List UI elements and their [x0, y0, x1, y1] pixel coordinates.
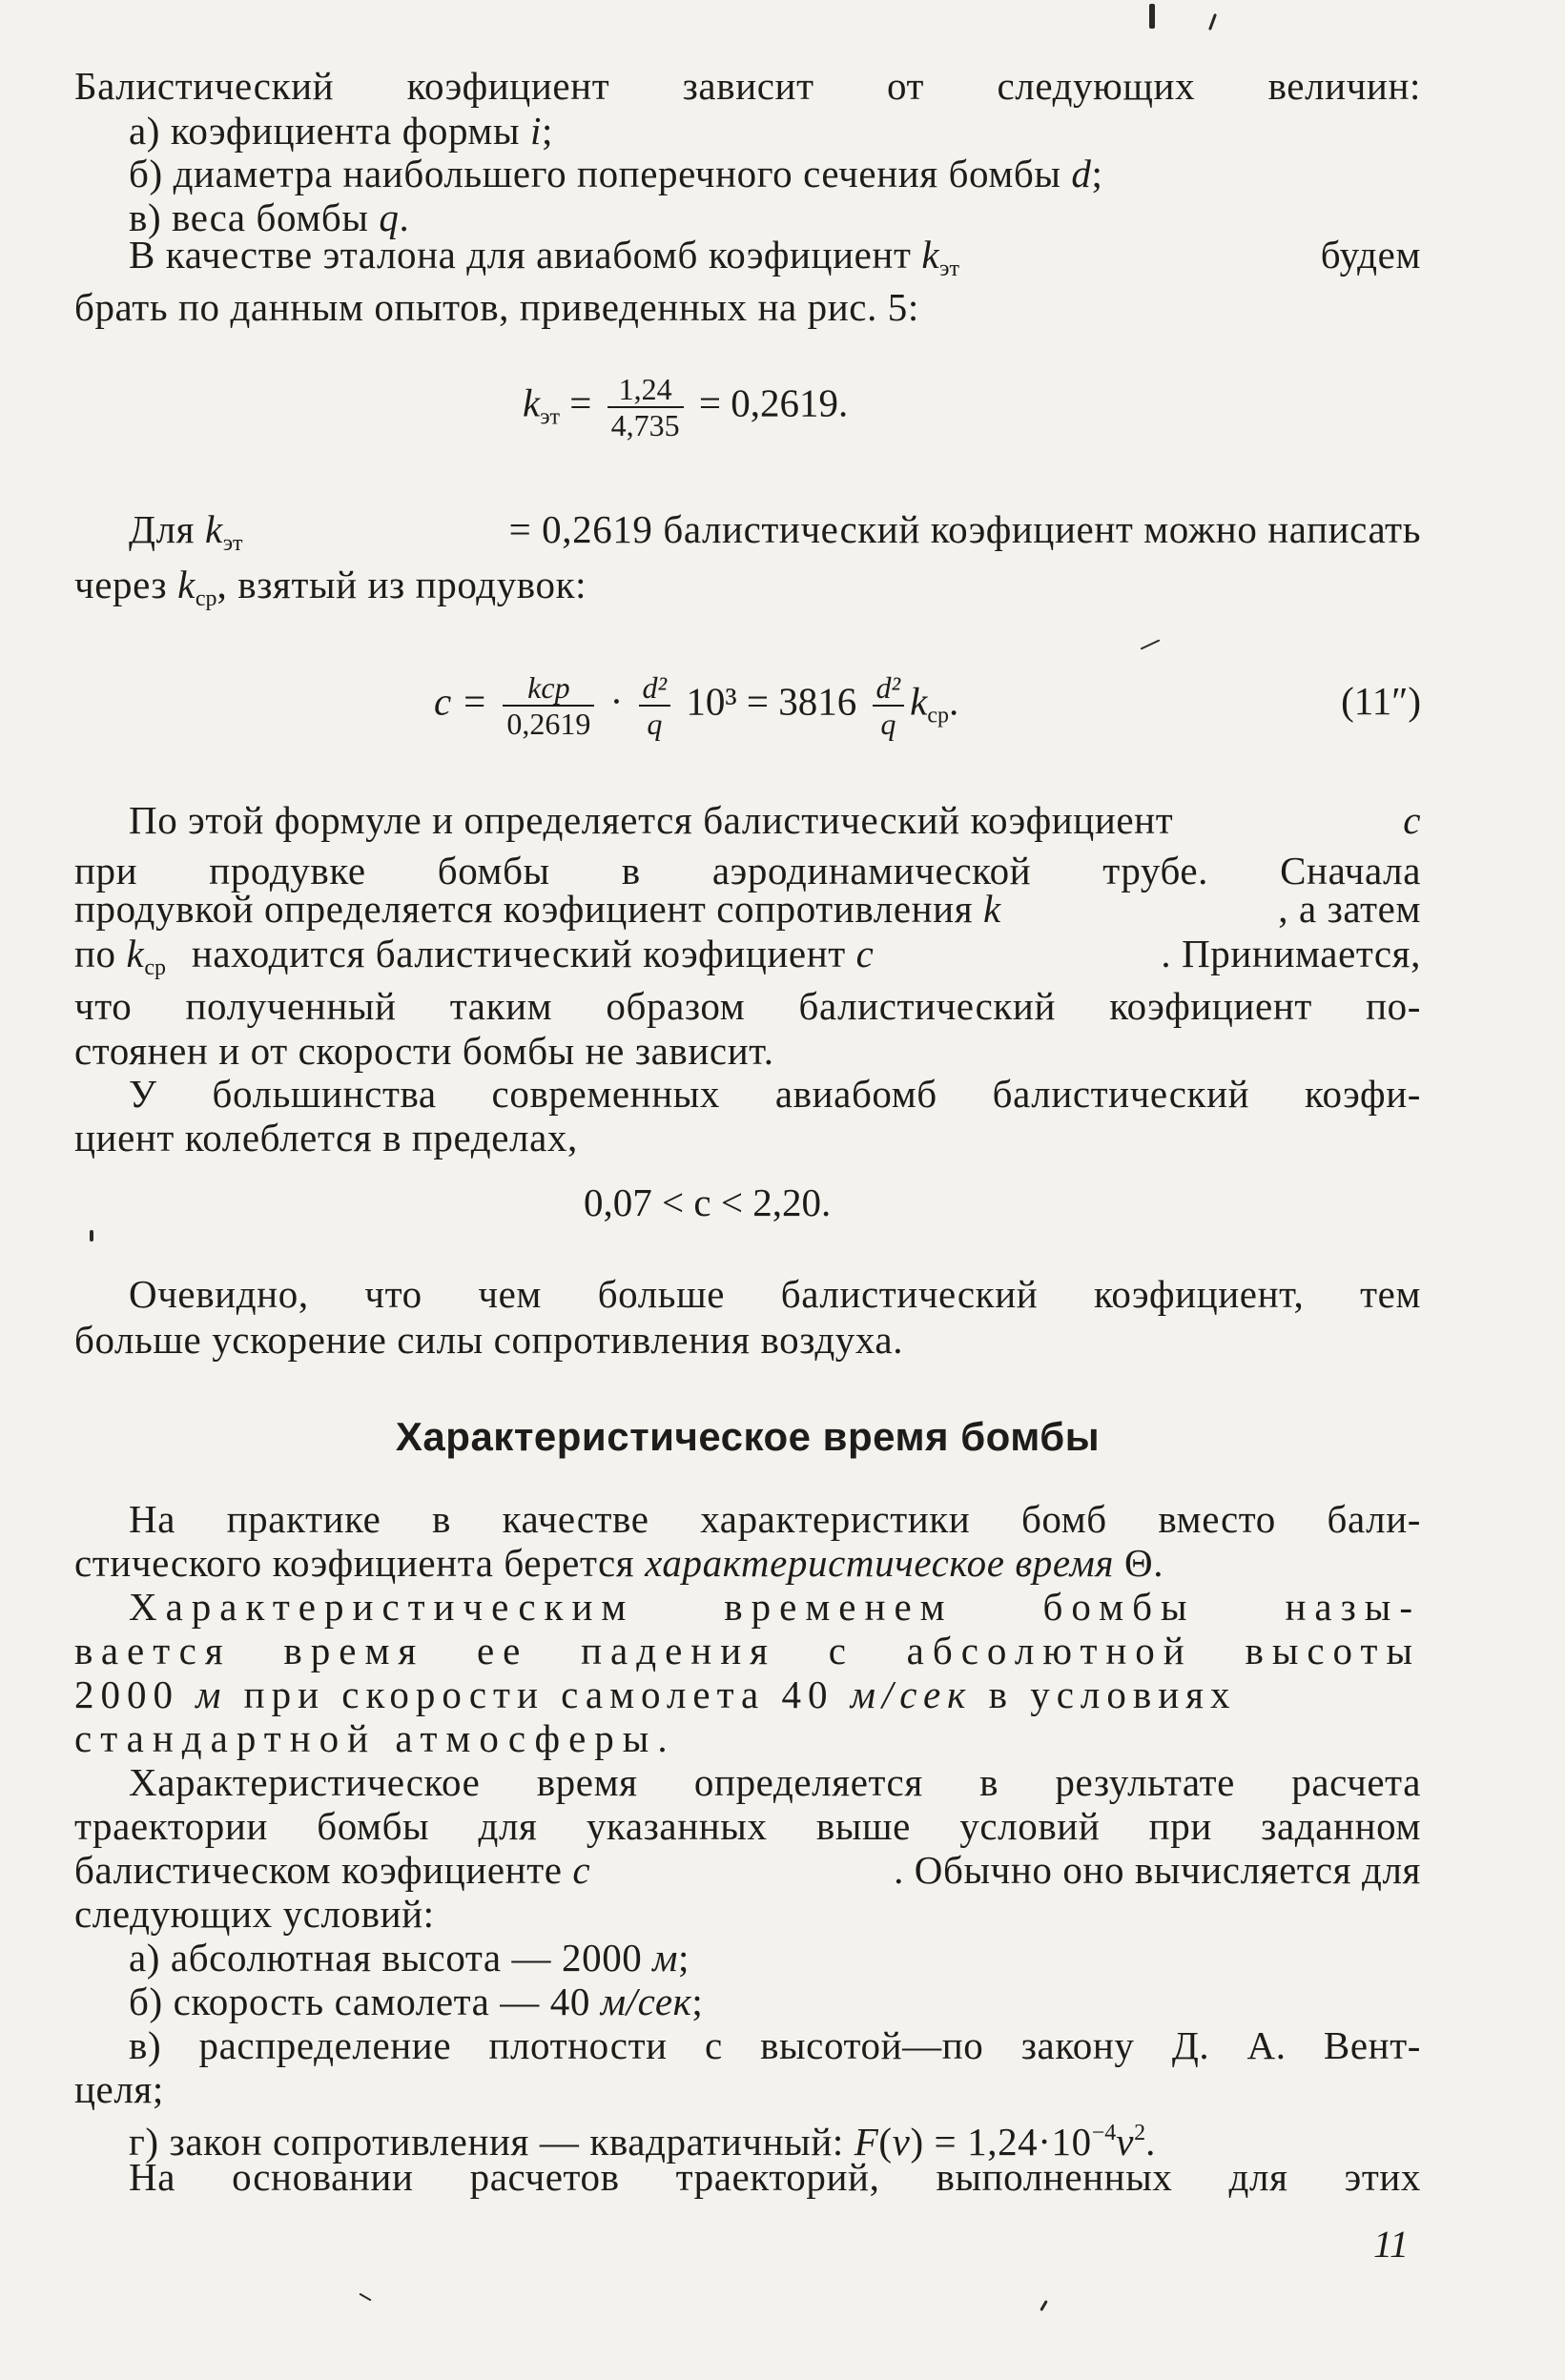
numerator: kср: [503, 670, 594, 707]
superscript: 2: [1134, 2121, 1146, 2145]
text-line: [129, 796, 1421, 844]
page-number: 11: [1373, 2223, 1410, 2266]
formula-term: 10³ = 3816: [686, 679, 857, 724]
superscript: −4: [1091, 2121, 1117, 2145]
text-run: Характеристическим временем бомбы назы-: [129, 1585, 1421, 1629]
formula-range: 0,07 < c < 2,20.: [584, 1180, 832, 1224]
list-item: [129, 1978, 1421, 2025]
text-line: [74, 1114, 1421, 1161]
text-line: [74, 1846, 1421, 1894]
text-run: , а затем: [1278, 887, 1421, 931]
subscript: эт: [939, 256, 959, 281]
variable: Θ: [1123, 1541, 1154, 1585]
text-line: [74, 1671, 1421, 1718]
list-item: [129, 150, 1421, 197]
text-line: [74, 1890, 1421, 1938]
variable: v: [892, 2120, 911, 2164]
text-run: при продувке бомбы в аэродинамической трубе. Сначала: [74, 849, 1421, 892]
subscript: ср: [195, 586, 217, 611]
variable: F: [854, 2120, 879, 2164]
text-run: .: [399, 195, 410, 239]
text-run: в условиях: [972, 1672, 1237, 1716]
text-run: (: [878, 2120, 893, 2164]
denominator: q: [880, 707, 896, 741]
text-run: через: [74, 563, 178, 606]
fraction: [503, 670, 594, 741]
equation-number: (11″): [1341, 679, 1421, 723]
list-item: [129, 107, 1421, 154]
text-run: что полученный таким образом балистический коэфициент по-: [74, 984, 1421, 1028]
text-line: [74, 283, 1421, 331]
text-run: а) абсолютная высота — 2000: [129, 1936, 653, 1980]
scan-speck: [1208, 13, 1217, 31]
variable: d: [1071, 152, 1092, 195]
text-line: [74, 561, 1421, 623]
text-line: [74, 62, 1421, 110]
equals-sign: =: [569, 380, 592, 425]
text-line: [129, 1758, 1421, 1806]
text-line: [74, 1714, 1421, 1762]
text-run: Очевидно, что чем больше балистический коэфициент, тем: [129, 1272, 1421, 1316]
variable: k: [523, 380, 541, 425]
text-line: [129, 1070, 1421, 1118]
text-run: стического коэфициента берется: [74, 1541, 646, 1585]
variable: i: [529, 109, 542, 153]
text-run: по: [74, 932, 127, 975]
numerator: d²: [639, 670, 671, 707]
unit: м: [652, 1936, 679, 1980]
text-line: [74, 1027, 1421, 1075]
text-run: в) веса бомбы: [129, 195, 380, 239]
text-run: Для: [129, 507, 205, 551]
numerator: 1,24: [607, 372, 684, 408]
text-line: [129, 2153, 1421, 2201]
denominator: 0,2619: [506, 707, 591, 741]
text-run: В качестве эталона для авиабомб коэфициент: [129, 233, 922, 277]
text-run: стоянен и от скорости бомбы не зависит.: [74, 1029, 774, 1073]
text-run: . Принимается,: [1161, 932, 1421, 975]
text-run: циент колеблется в пределах,: [74, 1116, 578, 1159]
text-line: [129, 1583, 1421, 1631]
text-run: брать по данным опытов, приведенных на рис. 5:: [74, 285, 919, 329]
formula-result: = 0,2619.: [698, 380, 849, 425]
multiply-dot: ·: [609, 679, 624, 724]
scan-speck: [1141, 639, 1161, 649]
variable: k: [177, 563, 196, 606]
text-run: при скорости самолета 40: [227, 1672, 851, 1716]
text-line: [74, 1539, 1421, 1587]
scan-speck: [90, 1230, 93, 1241]
text-run: .: [1145, 2120, 1156, 2164]
unit: м: [196, 1672, 228, 1716]
denominator: 4,735: [610, 408, 680, 442]
text-run: ;: [541, 109, 553, 153]
variable: c: [855, 932, 875, 975]
subscript: ср: [144, 955, 166, 980]
text-run: продувкой определяется коэфициент сопротивления: [74, 887, 984, 931]
text-run: вается время ее падения с абсолютной высоты: [74, 1629, 1421, 1672]
text-run: а) коэфициента формы: [129, 109, 530, 153]
text-run: 2000: [74, 1672, 196, 1716]
text-run: , взятый из продувок:: [216, 563, 587, 606]
variable: v: [1116, 2120, 1135, 2164]
text-run: траектории бомбы для указанных выше условий при заданном: [74, 1804, 1421, 1848]
text-run: целя;: [74, 2067, 164, 2111]
text-run: Балистический коэфициент зависит от следующих величин:: [74, 64, 1421, 108]
text-run: .: [1153, 1541, 1164, 1585]
fraction: [607, 372, 684, 442]
text-run: = 0,2619 балистический коэфициент можно написать: [508, 507, 1421, 551]
text-run: стандартной атмосферы.: [74, 1716, 676, 1760]
variable: k: [126, 932, 145, 975]
denominator: q: [647, 707, 663, 741]
emphasis: характеристическое время: [645, 1541, 1115, 1585]
text-run: г) закон сопротивления — квадратичный:: [129, 2120, 855, 2164]
section-heading: Характеристическое время бомбы: [395, 1414, 1101, 1459]
text-run: следующих условий:: [74, 1892, 435, 1936]
text-line: [74, 2065, 1421, 2113]
text-run: Характеристическое время определяется в результате расчета: [129, 1760, 1421, 1804]
unit: м/сек: [850, 1672, 973, 1716]
text-run: ) = 1,24·10: [910, 2120, 1092, 2164]
numerator: d²: [873, 670, 905, 707]
text-run: в) распределение плотности с высотой—по закону Д. А. Вент-: [129, 2023, 1421, 2067]
unit: м/сек: [600, 1980, 692, 2023]
text-run: больше ускорение силы сопротивления воздуха.: [74, 1318, 904, 1362]
subscript: эт: [540, 404, 560, 430]
text-run: ;: [678, 1936, 690, 1980]
text-line: [74, 1802, 1421, 1850]
text-line: [129, 1495, 1421, 1543]
text-line: [129, 1270, 1421, 1318]
scan-speck: [1040, 2300, 1048, 2311]
text-run: На основании расчетов траекторий, выполненных для этих: [129, 2155, 1421, 2199]
text-line: [74, 1627, 1421, 1674]
variable: k: [910, 679, 928, 724]
variable: k: [983, 887, 1001, 931]
text-line: [74, 885, 1421, 933]
variable: k: [921, 233, 940, 277]
variable: c: [1403, 798, 1421, 842]
text-run: По этой формуле и определяется балистический коэфициент: [129, 798, 1174, 842]
text-line: [74, 982, 1421, 1030]
text-run: .: [949, 679, 959, 724]
formula-11: [434, 670, 958, 741]
list-item: [129, 1934, 1421, 1981]
text-run: У большинства современных авиабомб балистический коэфи-: [129, 1072, 1421, 1116]
text-run: находится балистический коэфициент: [191, 932, 856, 975]
text-run: б) скорость самолета — 40: [129, 1980, 601, 2023]
scan-speck: [1149, 4, 1155, 29]
text-run: будем: [1320, 233, 1421, 277]
scan-speck: [359, 2293, 371, 2302]
variable: c: [572, 1848, 591, 1892]
formula-k-et: [523, 372, 848, 442]
text-line: [129, 505, 1421, 567]
variable: q: [379, 195, 400, 239]
variable: k: [204, 507, 223, 551]
text-run: б) диаметра наибольшего поперечного сечения бомбы: [129, 152, 1072, 195]
subscript: ср: [927, 703, 949, 728]
text-line: [74, 1316, 1421, 1364]
fraction: [873, 670, 905, 741]
formula-lhs: c =: [434, 679, 488, 724]
subscript: эт: [222, 531, 243, 556]
fraction: [639, 670, 671, 741]
text-run: На практике в качестве характеристики бомб вместо бали-: [129, 1497, 1421, 1541]
list-item: [129, 2021, 1421, 2069]
text-run: ;: [691, 1980, 704, 2023]
text-run: балистическом коэфициенте: [74, 1848, 573, 1892]
text-run: . Обычно оно вычисляется для: [894, 1848, 1421, 1892]
text-run: ;: [1091, 152, 1103, 195]
